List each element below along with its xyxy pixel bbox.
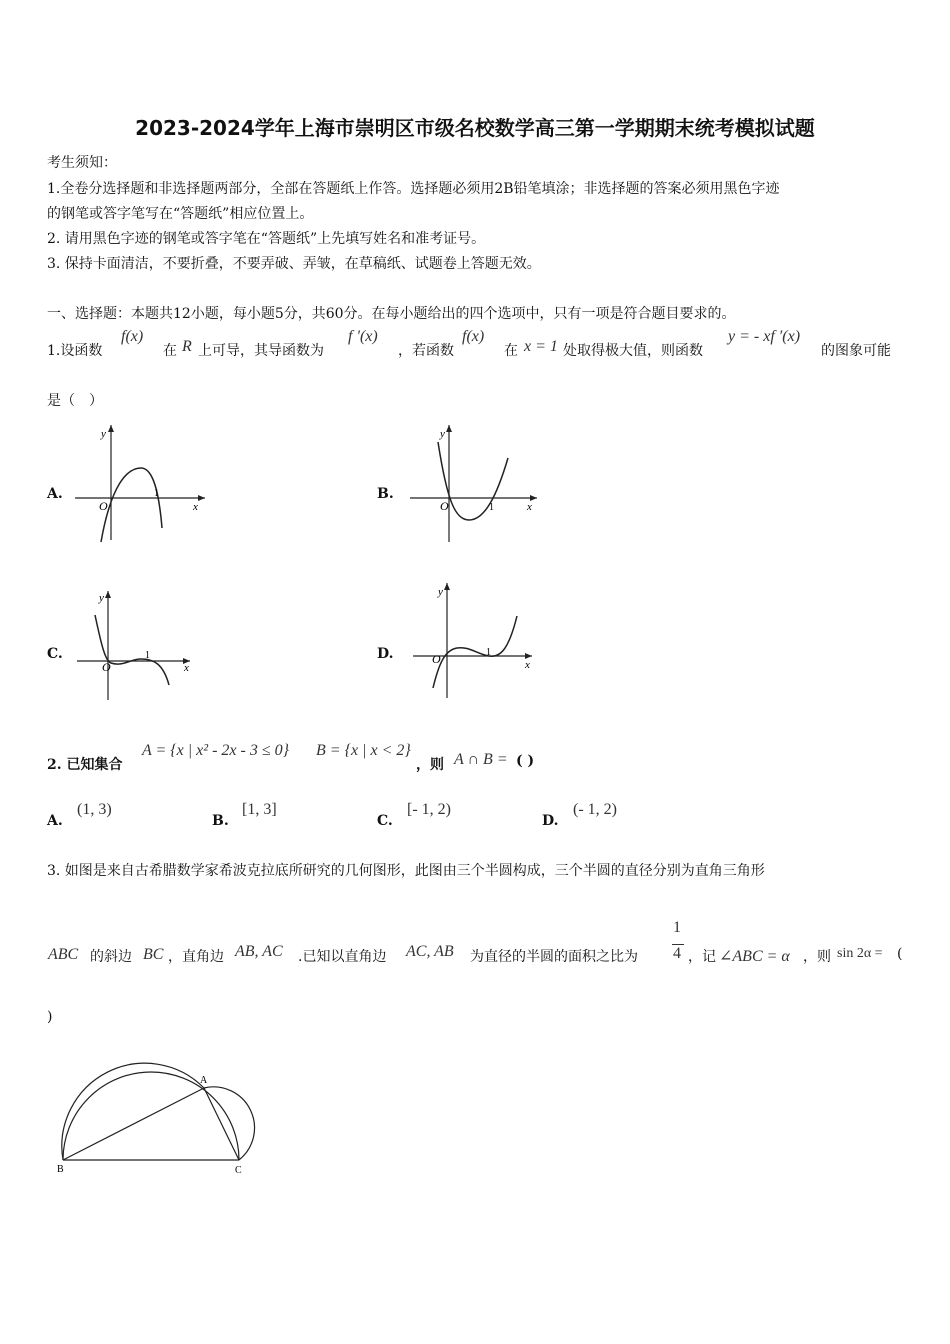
notice-item-1-cont: 的钢笔或答字笔写在“答题纸”相应位置上。: [47, 206, 314, 222]
q3-line-1: 3. 如图是来自古希腊数学家希波克拉底所研究的几何图形，此图由三个半圆构成，三个半圆的直径分别为直角三角形: [47, 863, 765, 879]
x-label: x: [525, 659, 530, 671]
notice-item-1: 1.全卷分选择题和非选择题两部分，全部在答题纸上作答。选择题必须用2B铅笔填涂；非选择题的答案必须用黑色字迹: [47, 181, 780, 197]
x-label: x: [527, 501, 532, 513]
q1-math-R: R: [182, 338, 192, 355]
q2-option-a-label: A.: [47, 813, 63, 829]
origin-label: O: [99, 499, 108, 513]
q1-math-x1: x = 1: [524, 338, 558, 355]
x-label: x: [193, 501, 198, 513]
q3-math-sin: sin 2α =: [837, 946, 883, 961]
q2-paren: ( ): [516, 753, 535, 769]
q3-math-abc: ABC: [48, 946, 79, 963]
curve: [101, 468, 162, 542]
q2-option-d-value: (- 1, 2): [573, 801, 617, 818]
notice-item-3: 3. 保持卡面清洁，不要折叠，不要弄破、弄皱，在草稿纸、试题卷上答题无效。: [47, 256, 541, 272]
q1-option-a-label: A.: [47, 486, 63, 502]
q2-text-1: 2. 已知集合: [47, 757, 123, 773]
q1-text-8: 是（ ）: [47, 393, 103, 409]
section-heading: 一、选择题：本题共12小题，每小题5分，共60分。在每小题给出的四个选项中，只有一项是符合题目要求的。: [47, 306, 736, 322]
q1-text-3: 上可导，其导函数为: [198, 343, 324, 359]
origin-label: O: [102, 660, 111, 674]
point-c-label: C: [235, 1165, 242, 1176]
q3-text-7: (: [897, 946, 903, 962]
tick-label: 1: [154, 488, 159, 499]
q1-math-fpx: f ′(x): [348, 328, 378, 345]
y-label: y: [440, 428, 445, 440]
q2-set-a: A = {x | x² - 2x - 3 ≤ 0}: [142, 742, 290, 759]
q3-text-2: ，直角边: [168, 949, 224, 965]
point-b-label: B: [57, 1164, 64, 1175]
y-label: y: [99, 592, 104, 604]
segment-ab: [63, 1088, 204, 1160]
q2-option-a-value: (1, 3): [77, 801, 112, 818]
q1-text-6: 处取得极大值，则函数: [563, 343, 703, 359]
y-arrow-icon: [444, 583, 450, 590]
q3-math-ac-ab: AC, AB: [406, 943, 454, 960]
q1-text-4: ，若函数: [398, 343, 454, 359]
q3-frac-num: 1: [673, 919, 681, 936]
tick-label: 1: [145, 650, 150, 661]
q2-option-d-label: D.: [542, 813, 559, 829]
q1-text-2: 在: [163, 343, 177, 359]
q1-option-b-label: B.: [377, 486, 394, 502]
x-arrow-icon: [198, 495, 205, 501]
q2-option-b-value: [1, 3]: [242, 801, 277, 818]
tick-label: 1: [486, 647, 491, 658]
origin-label: O: [432, 652, 441, 666]
segment-ac: [204, 1088, 239, 1160]
q1-math-y: y = - xf ′(x): [728, 328, 801, 345]
q1-graph-a: [75, 420, 215, 545]
q2-text-2: ，则: [416, 757, 444, 773]
q1-graph-c: [75, 585, 215, 705]
q3-text-1: 的斜边: [90, 949, 132, 965]
q3-text-6: ，则: [803, 949, 831, 965]
q2-option-c-label: C.: [377, 813, 393, 829]
notice-item-2: 2. 请用黑色字迹的钢笔或答字笔在“答题纸”上先填写姓名和准考证号。: [47, 231, 486, 247]
q2-set-b: B = {x | x < 2}: [316, 742, 411, 759]
q3-frac-den: 4: [673, 945, 681, 962]
x-label: x: [184, 662, 189, 674]
curve: [95, 615, 169, 685]
y-arrow-icon: [108, 425, 114, 432]
tick-label: 1: [489, 502, 494, 513]
q1-option-d-label: D.: [377, 646, 394, 662]
q1-text-1: 1.设函数: [47, 343, 103, 359]
page-title: 2023-2024学年上海市崇明区市级名校数学高三第一学期期末统考模拟试题: [135, 116, 815, 140]
q1-math-fx: f(x): [121, 328, 144, 345]
q3-text-5: ，记: [688, 949, 716, 965]
q3-text-8: ): [47, 1009, 53, 1025]
q2-option-c-value: [- 1, 2): [407, 801, 451, 818]
point-a-label: A: [200, 1075, 208, 1086]
q3-figure: [45, 1058, 275, 1183]
q3-math-angle: ∠ABC = α: [719, 948, 790, 965]
q1-option-c-label: C.: [47, 646, 63, 662]
q3-text-4: 为直径的半圆的面积之比为: [470, 949, 638, 965]
q1-text-7: 的图象可能: [821, 343, 891, 359]
y-label: y: [438, 586, 443, 598]
semicircle-ac: [204, 1087, 255, 1160]
y-label: y: [101, 428, 106, 440]
y-arrow-icon: [446, 425, 452, 432]
q3-text-3: .已知以直角边: [298, 949, 387, 965]
notice-heading: 考生须知：: [47, 155, 117, 171]
q2-expr: A ∩ B =: [454, 751, 508, 768]
origin-label: O: [440, 499, 449, 513]
q3-math-ab-ac: AB, AC: [235, 943, 283, 960]
curve: [433, 616, 517, 688]
q1-graph-d: [405, 578, 545, 703]
q1-graph-b: [405, 420, 545, 545]
q1-math-fx2: f(x): [462, 328, 485, 345]
q1-text-5: 在: [504, 343, 518, 359]
q3-math-bc: BC: [143, 946, 164, 963]
q2-option-b-label: B.: [212, 813, 229, 829]
y-arrow-icon: [105, 591, 111, 598]
